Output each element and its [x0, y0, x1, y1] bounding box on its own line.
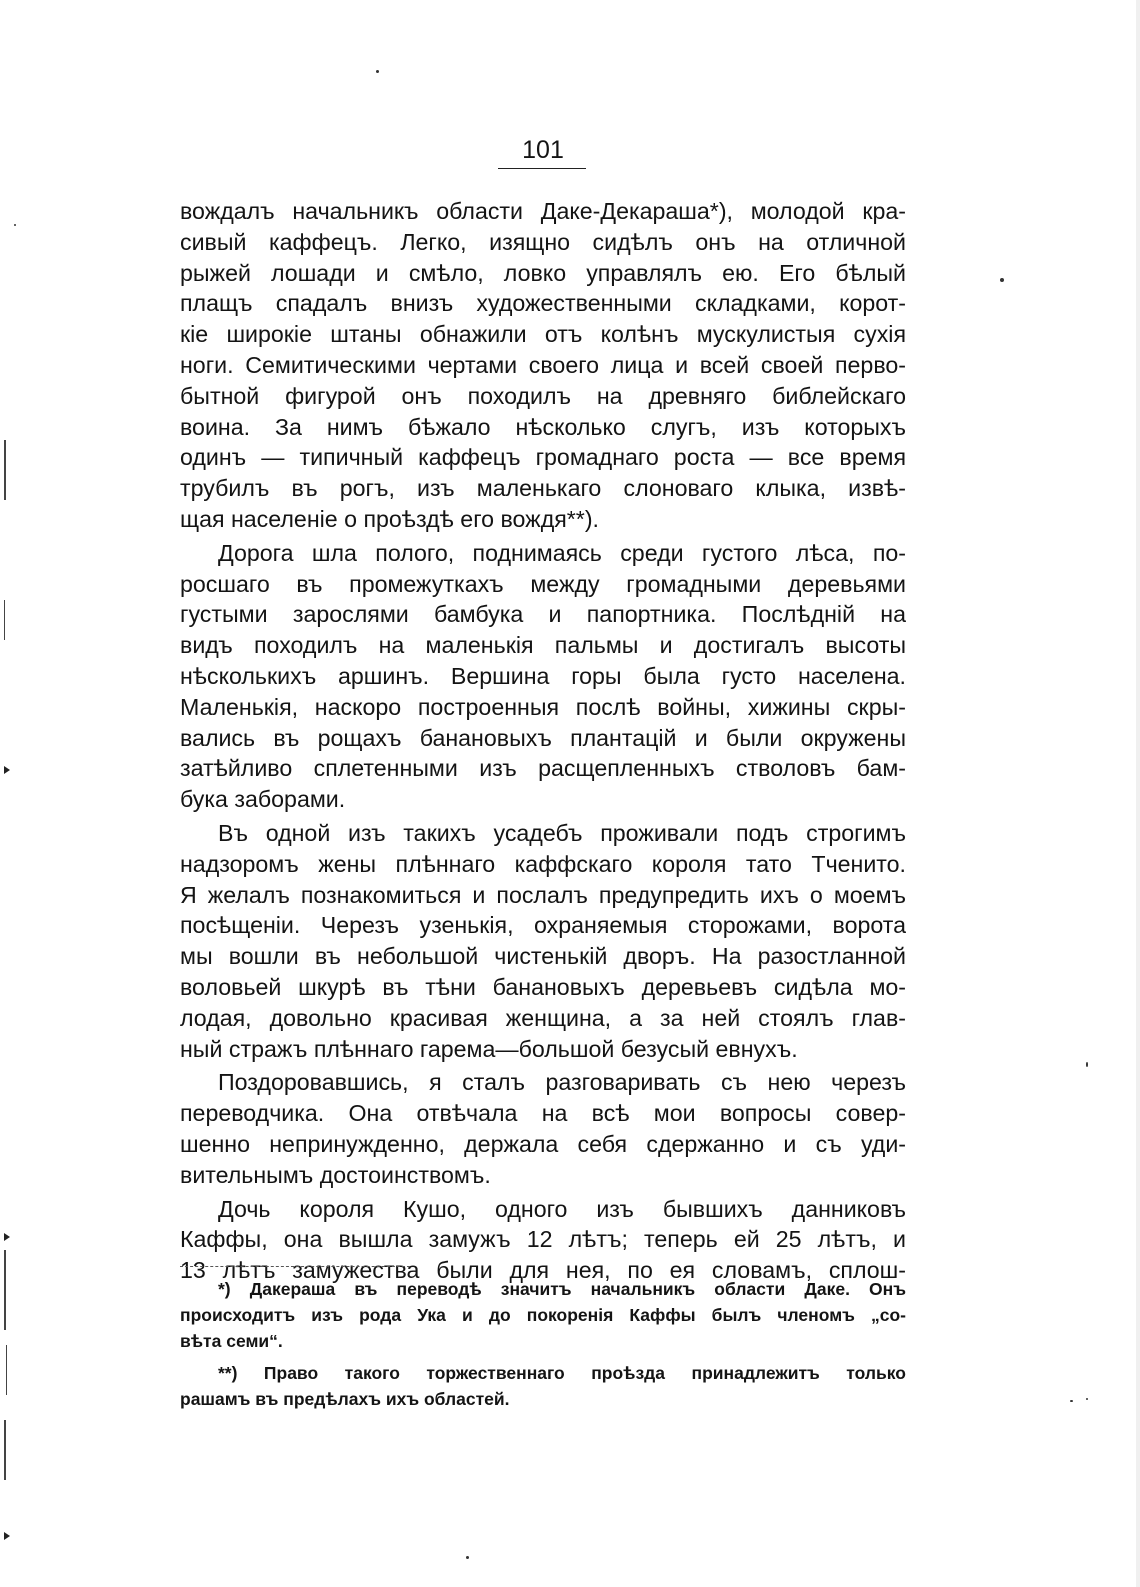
footnote-line: вѣта семи“. — [180, 1331, 283, 1351]
text-line: шенно непринужденно, держала себя сдержанно и съ уди- — [180, 1130, 906, 1157]
page-number-rule — [498, 168, 586, 169]
scan-speck — [376, 70, 379, 73]
text-line: вительнымъ достоинствомъ. — [180, 1161, 491, 1188]
text-line: Дочь короля Кушо, одного изъ бывшихъ данниковъ — [218, 1195, 906, 1222]
text-line: щая населеніе о проѣздѣ его вождя**). — [180, 505, 599, 532]
text-line: ный стражъ плѣннаго гарема—большой безусый евнухъ. — [180, 1035, 798, 1062]
text-line: росшаго въ промежуткахъ между громадными деревьями — [180, 570, 906, 597]
text-line: мы вошли въ небольшой чистенькій дворъ. На разостланной — [180, 943, 906, 970]
margin-mark — [6, 1345, 7, 1395]
scan-speck — [1086, 1398, 1088, 1400]
scan-speck — [1070, 1400, 1073, 1402]
footnote-line: рашамъ въ предѣлахъ ихъ областей. — [180, 1389, 510, 1409]
margin-mark — [4, 440, 6, 500]
text-line: Маленькія, наскоро построенныя послѣ войны, хижины скры- — [180, 693, 906, 720]
text-line: рыжей лошади и смѣло, ловко управлялъ ею. Его бѣлый — [180, 259, 906, 286]
margin-mark — [4, 1250, 6, 1330]
margin-arrow — [4, 766, 10, 774]
footnote-separator — [180, 1266, 410, 1267]
text-line: Дорога шла полого, поднимаясь среди густого лѣса, по- — [218, 539, 906, 566]
text-line: переводчика. Она отвѣчала на всѣ мои вопросы совер- — [180, 1100, 906, 1127]
text-line: Каффы, она вышла замужъ 12 лѣтъ; теперь ей 25 лѣтъ, и — [180, 1226, 906, 1253]
text-line: воина. За нимъ бѣжало нѣсколько слугъ, изъ которыхъ — [180, 413, 906, 440]
text-line: затѣйливо сплетенными изъ расщепленныхъ стволовъ бам- — [180, 755, 906, 782]
text-line: ноги. Семитическими чертами своего лица и всей своей перво- — [180, 351, 906, 378]
text-line: сивый каффецъ. Легко, изящно сидѣлъ онъ на отличной — [180, 228, 906, 255]
scan-speck — [1086, 1062, 1088, 1067]
text-line: густыми зарослями бамбука и папортника. Послѣдній на — [180, 601, 906, 628]
text-line: воловьей шкурѣ въ тѣни банановыхъ деревьевъ сидѣла мо- — [180, 973, 906, 1000]
footnote-line: *) Дакераша въ переводѣ значитъ начальникъ области Даке. Онъ — [218, 1279, 906, 1299]
text-line: Въ одной изъ такихъ усадебъ проживали подъ строгимъ — [218, 819, 906, 846]
page-number: 101 — [522, 136, 564, 164]
text-line: посѣщеніи. Черезъ узенькія, охраняемыя сторожами, ворота — [180, 912, 906, 939]
body-text — [180, 196, 906, 1286]
footnote-line: происходитъ изъ рода Ука и до покоренія Каффы былъ членомъ „со- — [180, 1305, 906, 1325]
text-line: 13 лѣтъ замужества были для нея, по ея словамъ, сплош- — [180, 1257, 906, 1284]
text-line: одинъ — типичный каффецъ громаднаго роста — все время — [180, 444, 906, 471]
text-line: бука заборами. — [180, 786, 346, 813]
margin-mark — [4, 600, 5, 640]
scan-speck — [1000, 278, 1004, 282]
scan-speck — [14, 224, 16, 226]
text-line: вождалъ начальникъ области Даке-Декараша*), молодой кра- — [180, 198, 906, 224]
margin-arrow — [4, 1233, 10, 1241]
margin-mark — [4, 1420, 6, 1480]
scan-speck — [466, 1556, 469, 1559]
footnotes — [180, 1276, 906, 1412]
text-line: нѣсколькихъ аршинъ. Вершина горы была густо населена. — [180, 662, 906, 689]
margin-mark — [1136, 0, 1140, 1587]
footnote-line: **) Право такого торжественнаго проѣзда принадлежитъ только — [218, 1363, 906, 1383]
text-line: лодая, довольно красивая женщина, а за ней стоялъ глав- — [180, 1004, 906, 1031]
text-line: надзоромъ жены плѣннаго каффскаго короля тато Тченито. — [180, 850, 906, 877]
text-line: вались въ рощахъ банановыхъ плантацій и были окружены — [180, 724, 906, 751]
text-line: Я желалъ познакомиться и послалъ предупредить ихъ о моемъ — [180, 881, 906, 908]
text-line: трубилъ въ рогъ, изъ маленькаго слоноваго клыка, извѣ- — [180, 475, 906, 502]
text-line: плащъ спадалъ внизъ художественными складками, корот- — [180, 290, 906, 317]
margin-arrow — [4, 1532, 10, 1540]
text-line: кіе широкіе штаны обнажили отъ колѣнъ мускулистыя сухія — [180, 321, 906, 348]
text-line: видъ походилъ на маленькія пальмы и достигалъ высоты — [180, 632, 906, 659]
text-line: бытной фигурой онъ походилъ на древняго библейскаго — [180, 382, 906, 409]
text-line: Поздоровавшись, я сталъ разговаривать съ нею черезъ — [218, 1069, 906, 1096]
